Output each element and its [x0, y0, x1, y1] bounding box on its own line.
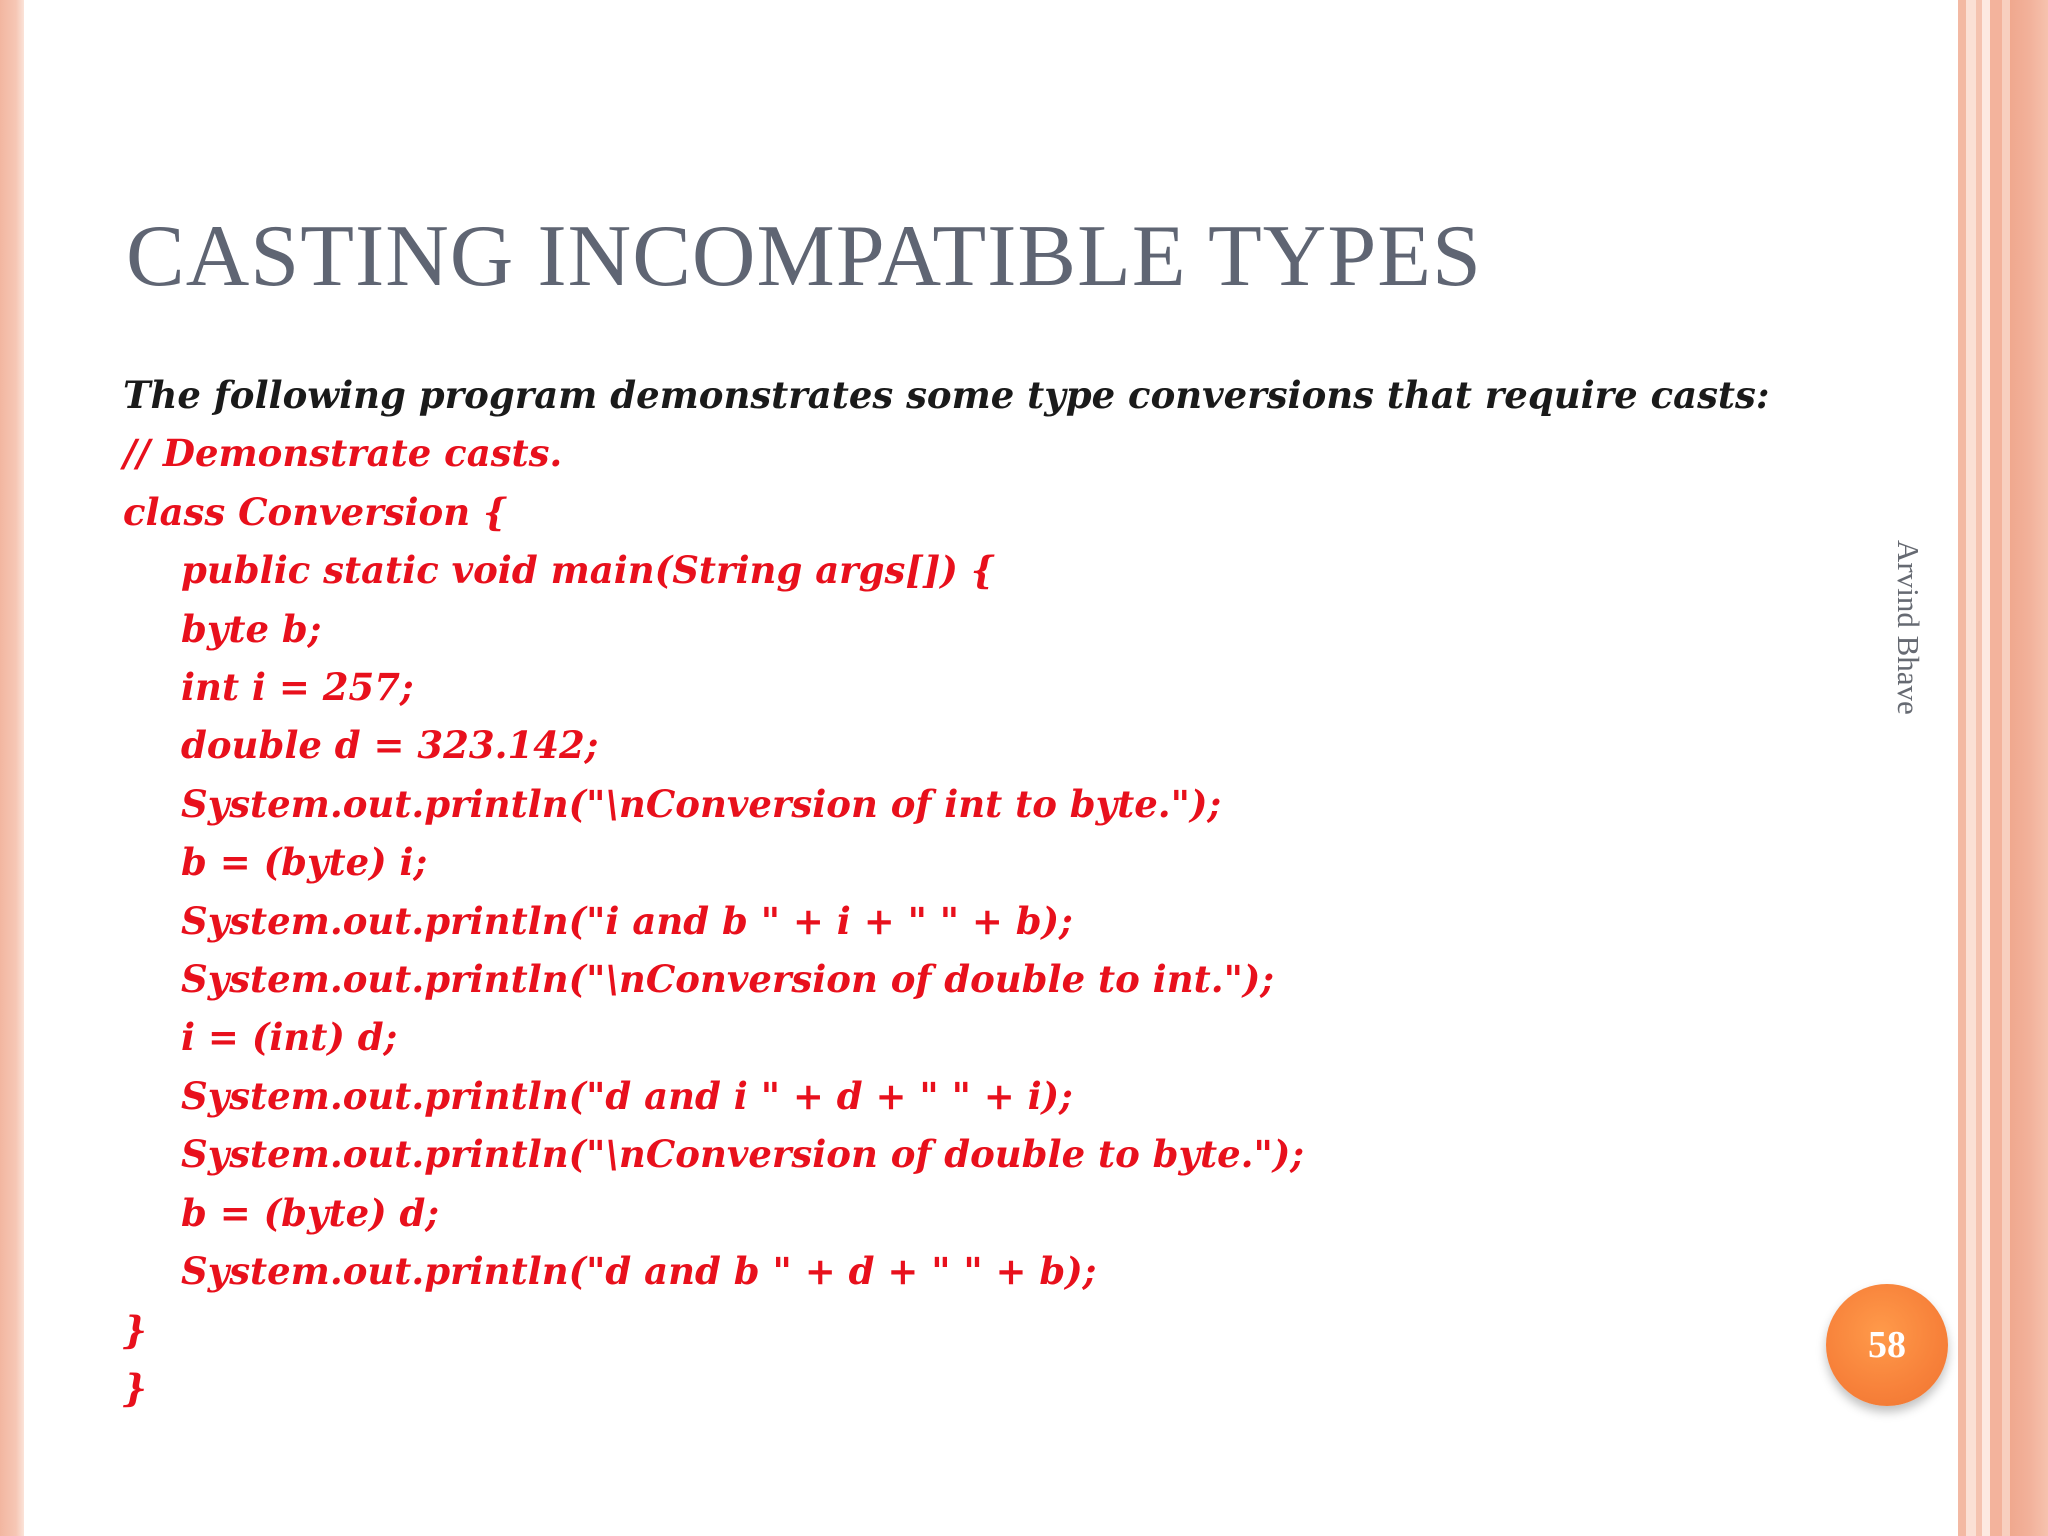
- code-line: System.out.println("d and b " + d + " " + b);: [181, 1249, 1097, 1294]
- code-line: i = (int) d;: [181, 1015, 398, 1060]
- code-line: b = (byte) d;: [181, 1190, 440, 1235]
- code-line: int i = 257;: [181, 665, 414, 710]
- slide-content: [123, 366, 1823, 1417]
- author-label: [1888, 540, 1928, 770]
- code-line: public static void main(String args[]) {: [181, 548, 995, 593]
- code-line: b = (byte) i;: [181, 840, 428, 885]
- author-name: Arvind Bhave: [1891, 540, 1926, 715]
- code-line: System.out.println("\nConversion of double to int.");: [181, 957, 1275, 1002]
- intro-text: The following program demonstrates some type conversions that require casts:: [123, 373, 1770, 417]
- code-line: // Demonstrate casts.: [123, 431, 563, 476]
- code-line: System.out.println("\nConversion of int to byte.");: [181, 781, 1222, 826]
- code-line: System.out.println("d and i " + d + " " + i);: [181, 1073, 1073, 1118]
- slide-title: CASTING INCOMPATIBLE TYPES: [126, 208, 1482, 305]
- code-line: System.out.println("\nConversion of double to byte.");: [181, 1132, 1304, 1177]
- page-number-badge: [1826, 1284, 1948, 1406]
- code-line: }: [123, 1307, 147, 1352]
- page-number: 58: [1868, 1324, 1906, 1366]
- code-line: class Conversion {: [123, 489, 507, 534]
- left-border-decoration: [0, 0, 24, 1536]
- code-line: }: [123, 1365, 147, 1410]
- right-stripe-decoration: [1958, 0, 2048, 1536]
- code-line: byte b;: [181, 606, 322, 651]
- code-line: System.out.println("i and b " + i + " " + b);: [181, 898, 1073, 943]
- code-line: double d = 323.142;: [181, 723, 599, 768]
